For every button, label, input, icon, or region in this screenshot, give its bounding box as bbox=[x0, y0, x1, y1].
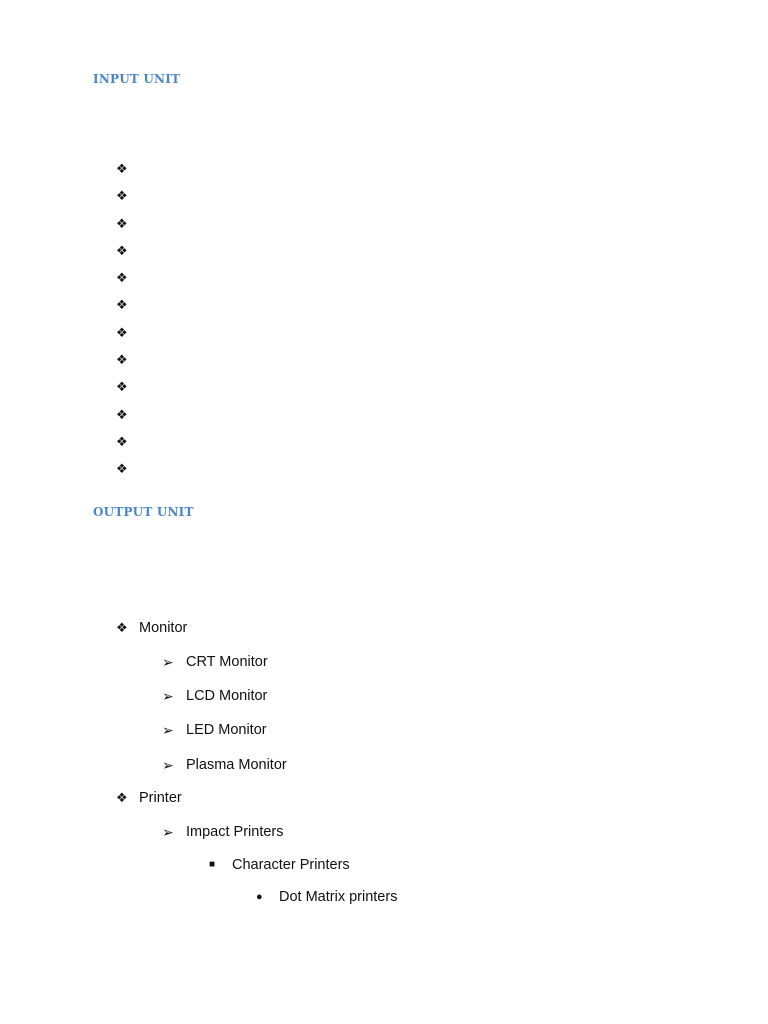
list-item bbox=[116, 460, 130, 487]
diamond-bullet-icon: ❖ bbox=[116, 379, 128, 395]
list-item bbox=[116, 296, 130, 323]
arrow-bullet-icon: ➢ bbox=[162, 757, 174, 773]
list-item-impact-printers bbox=[162, 823, 284, 841]
list-item-text: Monitor bbox=[139, 620, 188, 636]
list-item-character-printers bbox=[209, 856, 350, 874]
list-item-lcd-monitor bbox=[162, 687, 267, 705]
arrow-bullet-icon: ➢ bbox=[162, 654, 174, 670]
diamond-bullet-icon: ❖ bbox=[116, 790, 128, 805]
list-item-text: LED Monitor bbox=[186, 722, 267, 738]
diamond-bullet-icon: ❖ bbox=[116, 215, 128, 231]
list-item-crt-monitor bbox=[162, 653, 268, 671]
list-item bbox=[116, 187, 130, 214]
diamond-bullet-icon: ❖ bbox=[116, 161, 128, 176]
diamond-bullet-icon: ❖ bbox=[116, 406, 128, 422]
list-item bbox=[116, 269, 130, 296]
list-item-printer bbox=[116, 789, 182, 807]
output-unit-heading: OUTPUT UNIT bbox=[93, 505, 194, 519]
list-item-dot-matrix-printers bbox=[256, 888, 397, 906]
input-unit-heading: INPUT UNIT bbox=[93, 72, 181, 86]
list-item-text: Dot Matrix printers bbox=[279, 889, 398, 905]
list-item bbox=[116, 324, 130, 351]
diamond-bullet-icon: ❖ bbox=[116, 352, 128, 368]
list-item-text: Character Printers bbox=[232, 857, 350, 873]
list-item-text: Plasma Monitor bbox=[186, 757, 287, 773]
arrow-bullet-icon: ➢ bbox=[162, 824, 174, 840]
arrow-bullet-icon: ➢ bbox=[162, 688, 174, 704]
list-item-plasma-monitor bbox=[162, 756, 287, 774]
square-bullet-icon: ■ bbox=[209, 859, 216, 870]
diamond-bullet-icon: ❖ bbox=[116, 242, 128, 258]
list-item-monitor bbox=[116, 619, 187, 637]
input-unit-list bbox=[116, 160, 130, 488]
list-item bbox=[116, 242, 130, 269]
list-item bbox=[116, 378, 130, 405]
diamond-bullet-icon: ❖ bbox=[116, 297, 128, 313]
list-item-text: Impact Printers bbox=[186, 824, 284, 840]
list-item bbox=[116, 215, 130, 242]
diamond-bullet-icon: ❖ bbox=[116, 461, 128, 477]
diamond-bullet-icon: ❖ bbox=[116, 620, 128, 635]
list-item-text: Printer bbox=[139, 790, 182, 806]
dot-bullet-icon: ● bbox=[256, 891, 263, 903]
list-item-led-monitor bbox=[162, 721, 267, 739]
diamond-bullet-icon: ❖ bbox=[116, 433, 128, 449]
arrow-bullet-icon: ➢ bbox=[162, 722, 174, 738]
list-item bbox=[116, 351, 130, 378]
diamond-bullet-icon: ❖ bbox=[116, 188, 128, 204]
diamond-bullet-icon: ❖ bbox=[116, 324, 128, 340]
list-item bbox=[116, 160, 130, 187]
list-item-text: CRT Monitor bbox=[186, 654, 268, 670]
list-item bbox=[116, 433, 130, 460]
list-item bbox=[116, 406, 130, 433]
diamond-bullet-icon: ❖ bbox=[116, 270, 128, 286]
list-item-text: LCD Monitor bbox=[186, 688, 268, 704]
